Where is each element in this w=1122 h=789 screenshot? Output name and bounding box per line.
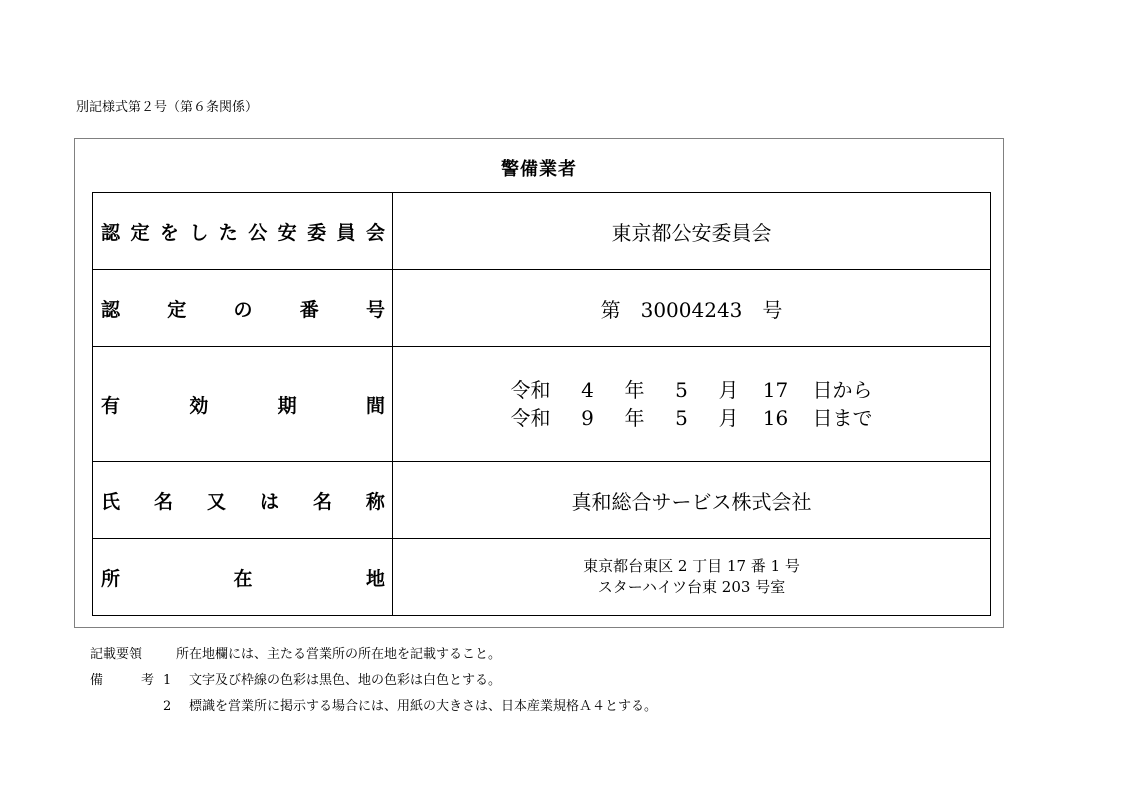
value-address-line1: 東京都台東区 2 丁目 17 番 1 号 — [583, 557, 800, 575]
guideline-text: 所在地欄には、主たる営業所の所在地を記載すること。 — [176, 647, 502, 662]
value-number: 第 30004243 号 — [600, 297, 783, 322]
form-label: 別記様式第２号（第６条関係） — [76, 100, 259, 115]
row-period — [93, 347, 991, 462]
row-number — [93, 270, 991, 347]
row-name — [93, 462, 991, 539]
certificate-table — [92, 192, 991, 616]
value-commission: 東京都公安委員会 — [611, 220, 772, 245]
row-address — [93, 539, 991, 616]
label-name: 氏 名 又 は 名 称 — [101, 490, 385, 513]
period-end: 令和 9 年 5 月 16 日まで — [510, 406, 873, 430]
value-name: 真和総合サービス株式会社 — [571, 489, 812, 514]
remark-1: 備 考 1 文字及び枠線の色彩は黒色、地の色彩は白色とする。 — [90, 668, 657, 694]
row-commission — [93, 193, 991, 270]
label-address: 所 在 地 — [101, 567, 385, 590]
period-start: 令和 4 年 5 月 17 日から — [510, 378, 873, 402]
guideline-head: 記載要領 — [90, 647, 143, 662]
guideline-note — [90, 642, 657, 668]
label-number: 認 定 の 番 号 — [101, 298, 385, 321]
label-period: 有 効 期 間 — [101, 394, 385, 417]
label-commission: 認 定 を し た 公 安 委 員 会 — [101, 221, 385, 244]
remarks-head: 備 考 — [90, 673, 154, 688]
sign-title: 警備業者 — [501, 159, 577, 180]
value-address-line2: スターハイツ台東 203 号室 — [597, 578, 786, 596]
remark-2: 2 標識を営業所に掲示する場合には、用紙の大きさは、日本産業規格Ａ４とする。 — [163, 699, 658, 714]
notes — [90, 642, 657, 720]
